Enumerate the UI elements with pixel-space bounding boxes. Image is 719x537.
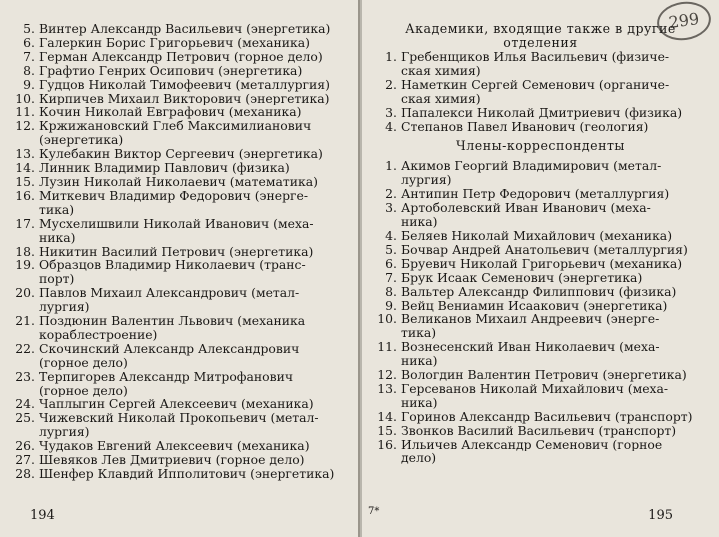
entry-text: Миткевич Владимир Федорович (энерге- [39, 188, 309, 203]
list-item [368, 106, 713, 120]
entry-number: 14. [15, 160, 35, 176]
entry-text: Бруевич Николай Григорьевич (механика) [401, 256, 683, 271]
entry-number: 3. [385, 200, 397, 216]
entry-text: Чижевский Николай Прокопьевич (метал- [39, 411, 319, 426]
entry-continuation: лургия) [39, 425, 90, 440]
entry-continuation: ская химия) [401, 63, 481, 78]
list-item [6, 147, 356, 161]
list-item [6, 161, 356, 175]
entry-text: Никитин Василий Петрович (энергетика) [39, 244, 314, 259]
entry-continuation: ника) [401, 354, 438, 369]
entry-number: 1. [385, 49, 397, 64]
entry-text: Кирпичев Михаил Викторович (энергетика) [39, 91, 330, 106]
list-item [368, 78, 713, 92]
list-item [6, 439, 356, 453]
library-stamp: 299 [655, 0, 714, 44]
entry-number: 4. [385, 227, 397, 243]
heading-academicians-line-1: Академики, входящие также в другие [405, 21, 676, 36]
list-item [6, 314, 356, 328]
entry-continuation: порт) [39, 272, 75, 287]
list-item [368, 120, 713, 134]
entry-number: 28. [15, 466, 35, 481]
list-item [6, 217, 356, 231]
entry-number: 27. [15, 452, 35, 468]
list-item [6, 286, 356, 300]
list-item [6, 36, 356, 50]
entry-number: 6. [23, 34, 35, 50]
academicians-list [368, 50, 713, 133]
list-item [6, 50, 356, 64]
entry-number: 15. [377, 422, 397, 438]
list-item [368, 159, 713, 173]
entry-text: Ильичев Александр Семенович (горное [401, 437, 663, 452]
entry-text: Павлов Михаил Александрович (метал- [39, 286, 300, 301]
list-item [6, 453, 356, 467]
entry-text: Великанов Михаил Андреевич (энерге- [401, 312, 660, 327]
entry-text: Шенфер Клавдий Ипполитович (энергетика) [39, 467, 335, 481]
entry-number: 22. [15, 340, 35, 356]
heading-correspondents: Члены-корреспонденты [456, 138, 625, 154]
entry-text: Степанов Павел Иванович (геология) [401, 119, 649, 134]
entry-text: Герсеванов Николай Михайлович (меха- [401, 381, 669, 396]
entry-text: Герман Александр Петрович (горное дело) [39, 49, 323, 64]
entry-number: 15. [15, 173, 35, 189]
entry-number: 23. [15, 368, 35, 384]
entry-text: Лузин Николай Николаевич (математика) [39, 174, 318, 189]
entry-number: 11. [15, 104, 35, 120]
entry-number: 7. [23, 48, 35, 64]
list-item [368, 243, 713, 257]
entry-text: Графтио Генрих Осипович (энергетика) [39, 63, 303, 78]
entry-continuation: (горное дело) [39, 355, 128, 370]
entry-text: Папалекси Николай Дмитриевич (физика) [401, 105, 683, 120]
entry-text: Чаплыгин Сергей Алексеевич (механика) [39, 397, 314, 412]
list-item [6, 370, 356, 384]
entry-text: Кулебакин Виктор Сергеевич (энергетика) [39, 147, 323, 162]
entry-number: 26. [15, 438, 35, 454]
list-item [6, 411, 356, 425]
entry-text: Винтер Александр Васильевич (энергетика) [39, 22, 331, 36]
entry-continuation: ника) [401, 395, 438, 410]
entry-text: Кржижановский Глеб Максимилианович [39, 119, 312, 134]
entry-text: Акимов Георгий Владимирович (метал- [401, 159, 662, 174]
entry-text: Беляев Николай Михайлович (механика) [401, 228, 673, 243]
entry-continuation: (энергетика) [39, 133, 124, 148]
signature-mark: 7* [368, 506, 380, 517]
list-item [368, 257, 713, 271]
entry-number: 8. [23, 62, 35, 78]
entry-continuation: дело) [401, 451, 437, 466]
list-item [368, 285, 713, 299]
entry-text: Линник Владимир Павлович (физика) [39, 161, 290, 175]
list-item [6, 258, 356, 272]
list-item [6, 397, 356, 411]
page-number-right: 195 [648, 508, 673, 523]
list-item [368, 50, 713, 64]
entry-number: 14. [377, 408, 397, 424]
entry-number: 5. [23, 21, 35, 36]
entry-number: 5. [385, 241, 397, 257]
list-item [368, 340, 713, 354]
list-item [368, 229, 713, 243]
entry-text: Поздюнин Валентин Львович (механика [39, 314, 306, 328]
list-item [6, 22, 356, 36]
entry-number: 9. [385, 297, 397, 313]
entry-number: 8. [385, 283, 397, 299]
list-item [6, 245, 356, 259]
entry-number: 10. [15, 90, 35, 106]
entry-text: Звонков Василий Васильевич (транспорт) [401, 423, 677, 438]
entry-continuation: кораблестроение) [39, 327, 158, 342]
list-item [368, 368, 713, 382]
heading-academicians-line-2: отделения [503, 35, 578, 50]
entry-text: Чудаков Евгений Алексеевич (механика) [39, 439, 310, 454]
entry-number: 2. [385, 186, 397, 202]
entry-number: 16. [377, 436, 397, 452]
entry-number: 2. [385, 76, 397, 92]
list-item [368, 382, 713, 396]
list-item [6, 78, 356, 92]
entry-number: 3. [385, 104, 397, 120]
entry-text: Скочинский Александр Александрович [39, 341, 300, 356]
entry-number: 7. [385, 269, 397, 285]
entry-text: Шевяков Лев Дмитриевич (горное дело) [39, 453, 305, 467]
entry-continuation: тика) [39, 202, 75, 217]
entry-text: Горинов Александр Васильевич (транспорт) [401, 409, 693, 424]
entry-text: Вальтер Александр Филиппович (физика) [401, 284, 677, 299]
entry-text: Галеркин Борис Григорьевич (механика) [39, 35, 310, 50]
list-item [6, 467, 356, 481]
entry-number: 12. [377, 367, 397, 383]
list-item [368, 410, 713, 424]
entry-continuation: лургия) [401, 173, 452, 188]
entry-number: 10. [377, 311, 397, 327]
entry-continuation: ника) [401, 215, 438, 229]
entry-continuation: (горное дело) [39, 383, 128, 398]
entry-number: 1. [385, 158, 397, 174]
list-item [368, 299, 713, 313]
entry-continuation: лургия) [39, 300, 90, 315]
list-item [368, 187, 713, 201]
entry-text: Вейц Вениамин Исаакович (энергетика) [401, 298, 668, 313]
entry-number: 13. [377, 380, 397, 396]
entry-number: 11. [377, 339, 397, 355]
list-item [6, 175, 356, 189]
list-item [368, 438, 713, 452]
entry-number: 18. [15, 243, 35, 259]
entry-number: 13. [15, 146, 35, 162]
entry-number: 21. [15, 313, 35, 329]
entry-text: Мусхелишвили Николай Иванович (меха- [39, 216, 314, 231]
entry-number: 4. [385, 118, 397, 134]
list-item [6, 119, 356, 133]
entry-text: Гудцов Николай Тимофеевич (металлургия) [39, 77, 330, 92]
list-item [6, 92, 356, 106]
entry-continuation: ская химия) [401, 91, 481, 106]
page-number-left: 194 [30, 508, 55, 523]
entry-number: 24. [15, 396, 35, 412]
list-item [6, 64, 356, 78]
entry-text: Брук Исаак Семенович (энергетика) [401, 270, 643, 285]
entry-number: 25. [15, 410, 35, 426]
entry-continuation: тика) [401, 326, 437, 341]
right-entry-list [368, 22, 713, 465]
entry-text: Артоболевский Иван Иванович (меха- [401, 201, 651, 216]
entry-text: Образцов Владимир Николаевич (транс- [39, 258, 306, 273]
entry-text: Вологдин Валентин Петрович (энергетика) [401, 368, 687, 382]
entry-text: Антипин Петр Федорович (металлургия) [401, 187, 670, 202]
right-page [362, 0, 719, 537]
list-item [6, 105, 356, 119]
entry-text: Терпигорев Александр Митрофанович [39, 369, 294, 384]
entry-text: Кочин Николай Евграфович (механика) [39, 105, 302, 120]
entry-number: 16. [15, 187, 35, 203]
list-item [368, 312, 713, 326]
entry-number: 20. [15, 285, 35, 301]
entry-number: 12. [15, 118, 35, 134]
list-item [368, 201, 713, 215]
entry-continuation: ника) [39, 230, 76, 245]
list-item [368, 424, 713, 438]
correspondents-list [368, 159, 713, 465]
left-entry-list [6, 22, 356, 481]
entry-text: Бочвар Андрей Анатольевич (металлургия) [401, 242, 688, 257]
entry-number: 9. [23, 76, 35, 92]
entry-number: 6. [385, 255, 397, 271]
entry-number: 17. [15, 215, 35, 231]
entry-text: Вознесенский Иван Николаевич (меха- [401, 340, 660, 355]
entry-text: Наметкин Сергей Семенович (органиче- [401, 77, 670, 92]
entry-text: Гребенщиков Илья Васильевич (физиче- [401, 50, 670, 64]
entry-number: 19. [15, 257, 35, 273]
list-item [6, 189, 356, 203]
list-item [6, 342, 356, 356]
list-item [368, 271, 713, 285]
